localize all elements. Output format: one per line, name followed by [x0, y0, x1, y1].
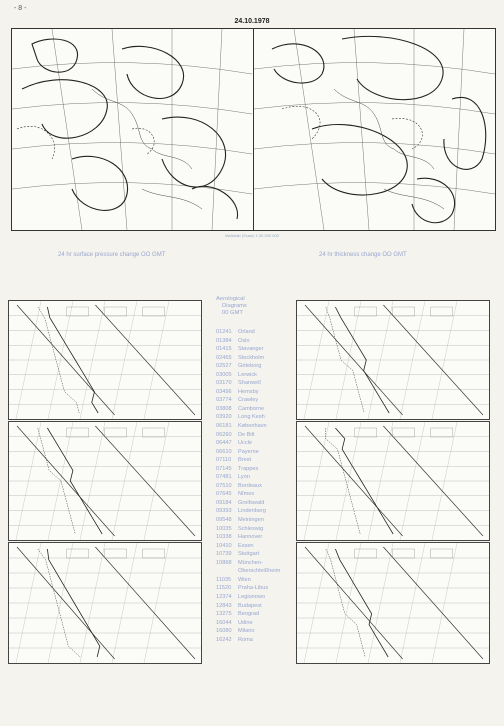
station-row [216, 388, 296, 397]
left-map-caption: 24 hr surface pressure change OO GMT [58, 252, 166, 258]
right-map-caption: 24 hr thickness change OO GMT [319, 252, 407, 258]
station-name: Shanwell [238, 380, 261, 387]
station-name: Schleswig [238, 525, 264, 532]
station-name: Roma [238, 636, 253, 643]
station-name: Nîmes [238, 491, 255, 498]
station-row [216, 550, 296, 559]
station-code: 07510 [216, 482, 232, 489]
station-code: 07645 [216, 491, 232, 498]
map-scale-note: Maßstab (Scale) 1:30 000 000 [225, 233, 279, 238]
station-code: 10868 [216, 559, 232, 566]
station-row [216, 559, 296, 568]
station-row [216, 337, 296, 346]
station-name: Udine [238, 619, 253, 626]
station-name: Stockholm [238, 354, 265, 361]
station-name: Lerwick [238, 371, 257, 378]
station-list [216, 328, 296, 644]
station-name: Wien [238, 576, 251, 583]
station-code: 10739 [216, 551, 232, 558]
station-code: 01384 [216, 337, 232, 344]
station-code: 01415 [216, 346, 232, 353]
station-name: Oberschleißheim [238, 568, 281, 575]
station-row [216, 602, 296, 611]
station-name: Payerne [238, 448, 259, 455]
station-row [216, 542, 296, 551]
page-date: 24.10.1978 [234, 18, 270, 25]
station-row [216, 345, 296, 354]
station-name: Brest [238, 457, 252, 464]
weather-maps [11, 28, 496, 231]
station-name: Budapest [238, 602, 262, 609]
station-code: 06447 [216, 440, 232, 447]
station-row [216, 482, 296, 491]
diagram-heading [216, 296, 294, 317]
station-row [216, 371, 296, 380]
station-row [216, 362, 296, 371]
station-code: 03170 [216, 380, 232, 387]
sounding-diagram [8, 542, 202, 664]
station-name: München- [238, 559, 263, 566]
station-code: 09548 [216, 517, 232, 524]
station-name: Lindenberg [238, 508, 266, 515]
station-row [216, 567, 296, 576]
station-name: Essen [238, 542, 254, 549]
station-row [216, 619, 296, 628]
sounding-diagram [296, 542, 490, 664]
station-code: 02465 [216, 354, 232, 361]
station-row [216, 490, 296, 499]
station-code: 16080 [216, 628, 232, 635]
station-row [216, 636, 296, 645]
station-code: 16242 [216, 636, 232, 643]
station-code: 11520 [216, 585, 232, 592]
station-name: Milano [238, 628, 255, 635]
station-name: De Bilt [238, 431, 255, 438]
station-code: 12843 [216, 602, 232, 609]
station-name: Lyon [238, 474, 250, 481]
station-code: 02527 [216, 363, 232, 370]
sounding-diagram [8, 421, 202, 541]
station-code: 03774 [216, 397, 232, 404]
station-name: Beograd [238, 611, 260, 618]
station-code: 10035 [216, 525, 232, 532]
station-row [216, 465, 296, 474]
station-row [216, 610, 296, 619]
station-name: Meiningen [238, 517, 264, 524]
station-code: 13275 [216, 611, 232, 618]
station-code: 12374 [216, 593, 232, 600]
station-row [216, 576, 296, 585]
sounding-diagram [296, 300, 490, 420]
station-code: 16044 [216, 619, 232, 626]
station-row [216, 593, 296, 602]
station-row [216, 507, 296, 516]
station-name: Bordeaux [238, 482, 262, 489]
station-row [216, 422, 296, 431]
station-row [216, 499, 296, 508]
station-name: Uccle [238, 440, 252, 447]
station-code: 07110 [216, 457, 232, 464]
station-code: 03920 [216, 414, 232, 421]
station-name: Stuttgart [238, 551, 260, 558]
station-row [216, 473, 296, 482]
station-row [216, 396, 296, 405]
station-row [216, 431, 296, 440]
station-code: 06260 [216, 431, 232, 438]
station-row [216, 516, 296, 525]
station-name: Long Kesh [238, 414, 265, 421]
diagram-title-line2: Diagrams [222, 303, 247, 309]
station-row [216, 405, 296, 414]
diagram-title-line1: Aerological [216, 296, 245, 302]
station-name: Praha-Libus [238, 585, 269, 592]
station-row [216, 379, 296, 388]
station-name: Orland [238, 329, 255, 335]
sounding-diagram [296, 421, 490, 541]
diagram-title-line3: 00 GMT [222, 310, 243, 316]
station-name: Stavanger [238, 346, 264, 353]
station-name: Greifswald [238, 499, 265, 506]
station-row [216, 627, 296, 636]
station-code: 09393 [216, 508, 232, 515]
station-row [216, 533, 296, 542]
station-name: Göteborg [238, 363, 262, 370]
station-row [216, 456, 296, 465]
station-name: Oslo [238, 337, 250, 344]
station-code: 06181 [216, 423, 232, 430]
sounding-diagram [8, 300, 202, 420]
station-code: 07145 [216, 465, 232, 472]
station-code: 10338 [216, 534, 232, 541]
station-row [216, 525, 296, 534]
station-row [216, 448, 296, 457]
station-code: 03496 [216, 388, 232, 395]
station-code: 03808 [216, 405, 232, 412]
station-row [216, 584, 296, 593]
station-name: København [238, 423, 267, 430]
station-name: Camborne [238, 405, 265, 412]
map-divider [253, 29, 254, 230]
station-code: 09184 [216, 499, 232, 506]
station-name: Hemsby [238, 388, 259, 395]
station-code: 11035 [216, 576, 232, 583]
station-name: Crawley [238, 397, 259, 404]
station-code: 10410 [216, 542, 232, 549]
station-name: Trappes [238, 465, 259, 472]
page-number: - 8 - [14, 5, 27, 12]
station-row [216, 439, 296, 448]
station-name: Hannover [238, 534, 263, 541]
station-row [216, 328, 296, 337]
station-row [216, 354, 296, 363]
station-code: 03005 [216, 371, 232, 378]
station-code: 06610 [216, 448, 232, 455]
station-name: Legionowo [238, 593, 266, 600]
station-row [216, 413, 296, 422]
station-code: 01241 [216, 329, 232, 335]
station-code: 07481 [216, 474, 232, 481]
